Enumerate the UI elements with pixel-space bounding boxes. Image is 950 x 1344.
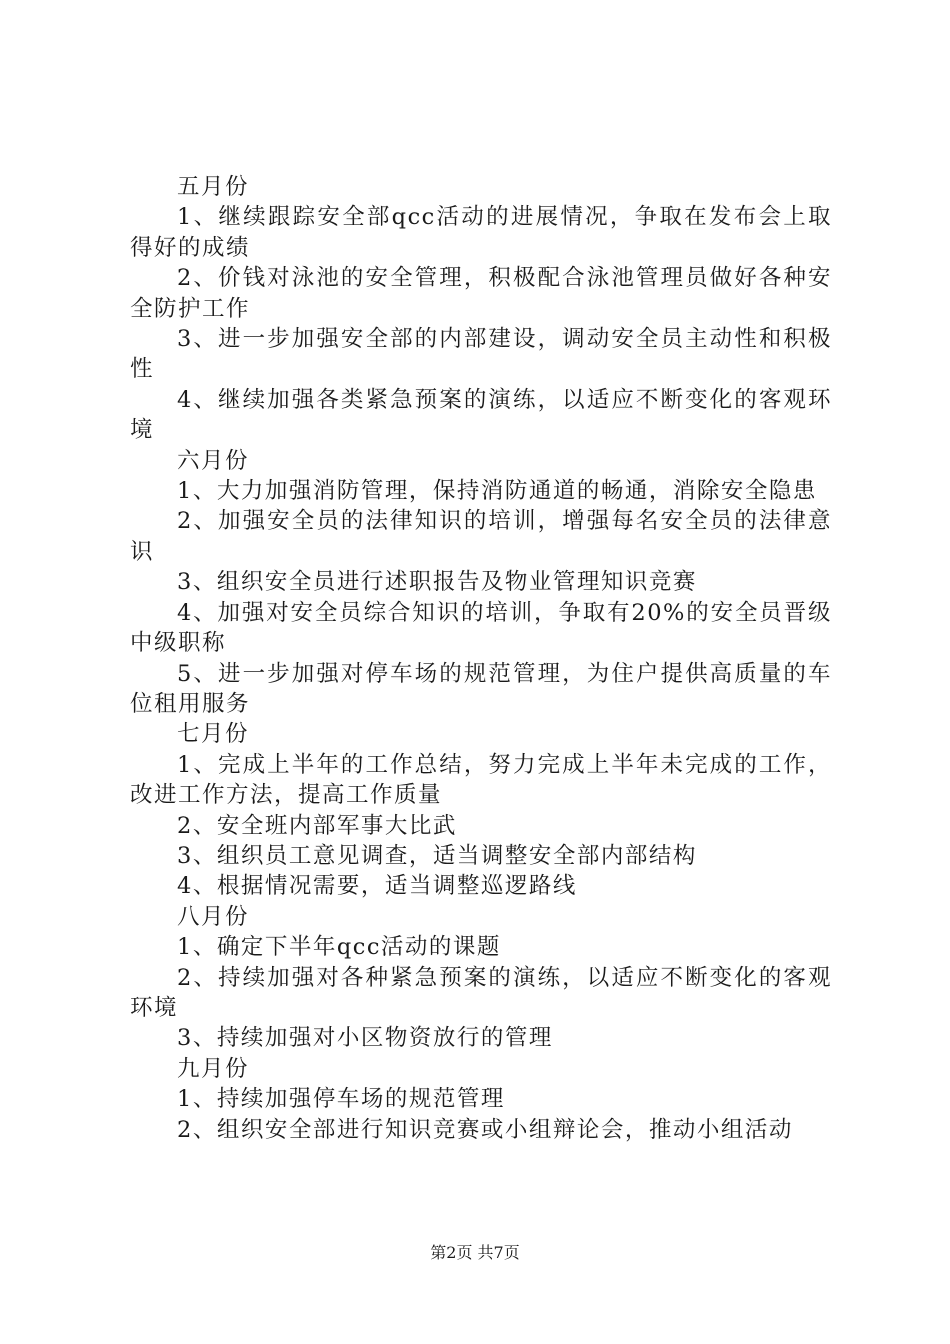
paragraph-june-heading: 六月份 — [177, 447, 250, 474]
paragraph: 1、完成上半年的工作总结，努力完成上半年未完成的工作，改进工作方法，提高工作质量 — [130, 751, 832, 809]
paragraph: 4、继续加强各类紧急预案的演练，以适应不断变化的客观环境 — [130, 386, 832, 444]
paragraph: 1、大力加强消防管理，保持消防通道的畅通，消除安全隐患 — [177, 478, 817, 505]
paragraph: 4、加强对安全员综合知识的培训，争取有20%的安全员晋级中级职称 — [130, 599, 832, 657]
paragraph: 1、确定下半年qcc活动的课题 — [177, 934, 501, 961]
paragraph: 2、持续加强对各种紧急预案的演练，以适应不断变化的客观环境 — [130, 964, 832, 1021]
paragraph-august-heading: 八月份 — [177, 903, 250, 930]
paragraph: 2、安全班内部军事大比武 — [177, 812, 457, 839]
paragraph: 2、加强安全员的法律知识的培训，增强每名安全员的法律意识 — [130, 508, 832, 565]
paragraph: 1、持续加强停车场的规范管理 — [177, 1086, 505, 1113]
paragraph: 3、持续加强对小区物资放行的管理 — [177, 1025, 553, 1052]
paragraph: 2、价钱对泳池的安全管理，积极配合泳池管理员做好各种安全防护工作 — [130, 265, 832, 322]
paragraph: 4、根据情况需要，适当调整巡逻路线 — [177, 873, 577, 900]
paragraph: 3、组织员工意见调查，适当调整安全部内部结构 — [177, 842, 697, 869]
paragraph: 5、进一步加强对停车场的规范管理，为住户提供高质量的车位租用服务 — [130, 660, 832, 717]
paragraph: 2、组织安全部进行知识竞赛或小组辩论会，推动小组活动 — [177, 1116, 793, 1143]
document-body — [130, 172, 832, 1145]
paragraph: 1、继续跟踪安全部qcc活动的进展情况，争取在发布会上取得好的成绩 — [130, 204, 832, 261]
paragraph: 3、进一步加强安全部的内部建设，调动安全员主动性和积极性 — [130, 326, 832, 383]
paragraph-july-heading: 七月份 — [177, 721, 250, 748]
paragraph-may-heading: 五月份 — [177, 174, 250, 200]
page-number-footer: 第2页 共7页 — [430, 1243, 520, 1262]
paragraph: 3、组织安全员进行述职报告及物业管理知识竞赛 — [177, 569, 697, 596]
paragraph-september-heading: 九月份 — [177, 1055, 250, 1082]
